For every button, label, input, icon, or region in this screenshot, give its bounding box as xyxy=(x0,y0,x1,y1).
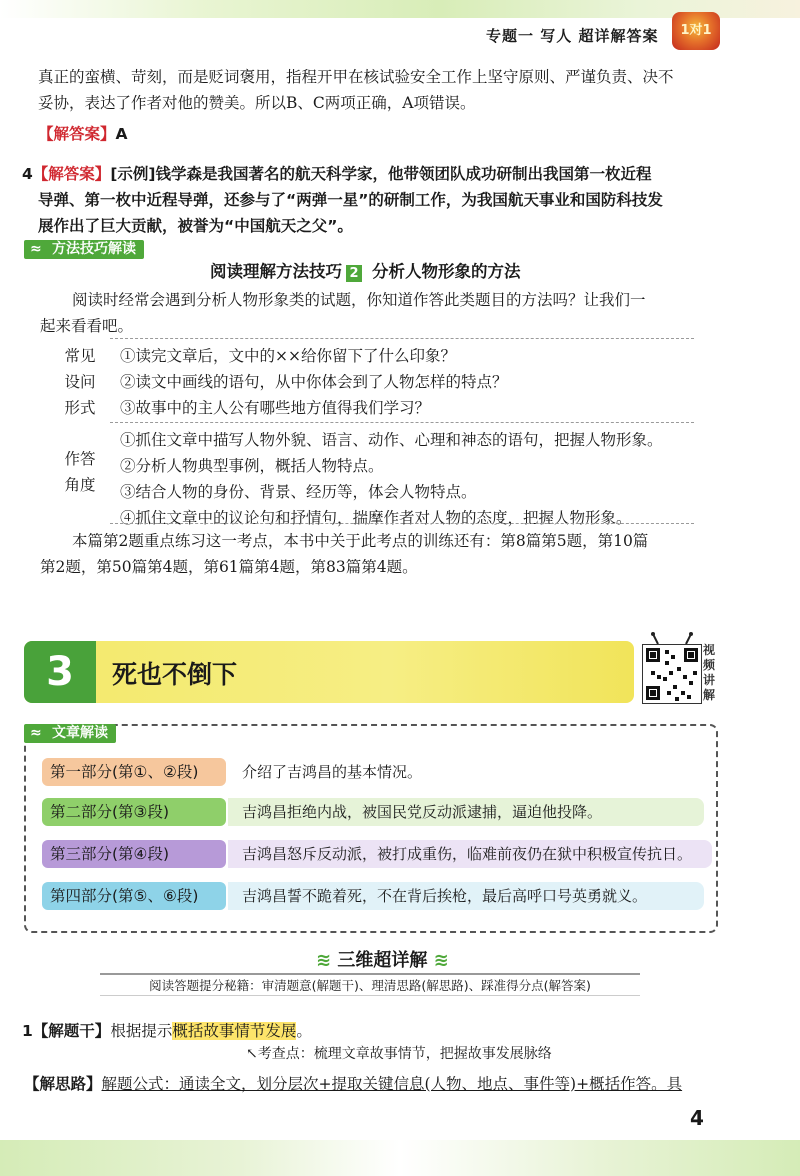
intro-line-2: 起来看看吧。 xyxy=(40,317,134,335)
method-title-pre: 阅读理解方法技巧 xyxy=(210,262,342,281)
qr-video-label xyxy=(703,643,719,703)
method-title-number: 2 xyxy=(346,265,362,282)
intro-line-1: 阅读时经常会遇到分析人物形象类的试题，你知道作答此类题目的方法吗？让我们一 xyxy=(72,291,646,309)
sanwei-title xyxy=(316,946,449,972)
silu-text: 解题公式：通读全文，划分层次+提取关键信息(人物、地点、事件等)+概括作答。具 xyxy=(101,1075,683,1093)
explanation-line-1: 真正的蛮横、苛刻，而是贬词褒用，指程开甲在核试验安全工作上坚守原则、严谨负责、决不 xyxy=(38,68,674,86)
table-divider-bottom xyxy=(110,523,694,524)
qr-label-char: 解 xyxy=(703,688,716,702)
method-title-post: 分析人物形象的方法 xyxy=(372,262,521,281)
table-item: ②分析人物典型事例，概括人物特点。 xyxy=(120,457,384,475)
chapter-title: 死也不倒下 xyxy=(112,660,238,689)
qr-antenna-icon xyxy=(650,632,694,644)
table-row-label-1 xyxy=(60,343,100,421)
part-label-2: 第二部分(第③段) xyxy=(42,798,226,826)
table-item: ③结合人物的身份、背景、经历等，体会人物特点。 xyxy=(120,483,477,501)
question-number: 1 xyxy=(22,1022,33,1040)
table-row-content-1 xyxy=(120,343,720,421)
stem-text-end: 。 xyxy=(296,1022,312,1040)
table-item: ①读完文章后，文中的××给你留下了什么印象？ xyxy=(120,347,456,365)
label-line: 常见 xyxy=(64,347,96,365)
part-desc-4: 吉鸿昌誓不跪着死，不在背后挨枪，最后高呼口号英勇就义。 xyxy=(228,882,704,910)
question-4-answer xyxy=(22,161,742,239)
question-number: 4 xyxy=(22,165,33,183)
waves-icon: ≈ xyxy=(30,241,40,257)
arrow-icon: ↖ xyxy=(246,1046,258,1062)
part-desc-1: 介绍了吉鸿昌的基本情况。 xyxy=(228,758,712,786)
part-label-1: 第一部分(第①、②段) xyxy=(42,758,226,786)
method-title xyxy=(210,258,521,282)
part-label-4: 第四部分(第⑤、⑥段) xyxy=(42,882,226,910)
article-section-label xyxy=(24,724,116,743)
label-line: 形式 xyxy=(64,399,96,417)
practice-line-2: 第2题，第50篇第4题，第61篇第4题，第83篇第4题。 xyxy=(40,558,418,576)
bottom-decor-band xyxy=(0,1140,800,1176)
answer-3 xyxy=(38,121,128,147)
label-line: 设问 xyxy=(64,373,96,391)
qr-label-char: 讲 xyxy=(703,673,716,687)
header-badge-icon: 1对1 xyxy=(672,12,720,50)
qr-label-char: 频 xyxy=(703,658,716,672)
silu-tag: 【解思路】 xyxy=(24,1075,102,1093)
chapter-number: 3 xyxy=(24,641,96,703)
table-item: ②读文中画线的语句，从中你体会到了人物怎样的特点？ xyxy=(120,373,508,391)
practice-note xyxy=(40,528,740,580)
waves-icon: ≋ xyxy=(316,950,338,971)
waves-icon: ≋ xyxy=(427,950,449,971)
table-item: ④抓住文章中的议论句和抒情句，揣摩作者对人物的态度，把握人物形象。 xyxy=(120,509,632,527)
page-header: 专题一 写人 超详解答案 xyxy=(486,27,659,45)
table-divider-top xyxy=(110,338,694,339)
qr-code-icon[interactable] xyxy=(642,644,702,704)
kaochadian-note xyxy=(246,1043,552,1063)
sanwei-subtitle: 阅读答题提分秘籍：审清题意(解题干)、理清思路(解思路)、踩准得分点(解答案) xyxy=(100,973,640,996)
stem-text: 根据提示 xyxy=(110,1022,173,1040)
section-label-text: 方法技巧解读 xyxy=(52,241,136,257)
table-row-content-2 xyxy=(120,427,720,531)
stem-highlight: 概括故事情节发展 xyxy=(172,1022,297,1040)
question-1-silu xyxy=(24,1071,724,1097)
answer-tag: 【解答案】 xyxy=(32,165,111,183)
method-section-label xyxy=(24,240,144,259)
question-1-stem xyxy=(22,1018,742,1044)
practice-line-1: 本篇第2题重点练习这一考点，本书中关于此考点的训练还有：第8篇第5题，第10篇 xyxy=(72,532,649,550)
q4-line-2: 导弹、第一枚中近程导弹，还参与了“两弹一星”的研制工作，为我国航天事业和国防科技发 xyxy=(38,191,663,209)
part-label-3: 第三部分(第④段) xyxy=(42,840,226,868)
answer-explanation xyxy=(38,64,738,116)
answer-value: A xyxy=(115,125,128,143)
part-desc-3: 吉鸿昌怒斥反动派，被打成重伤，临难前夜仍在狱中积极宣传抗日。 xyxy=(228,840,712,868)
waves-icon: ≈ xyxy=(30,725,40,741)
q4-line-3: 展作出了巨大贡献，被誉为“中国航天之父”。 xyxy=(38,217,353,235)
label-line: 作答 xyxy=(64,450,96,468)
table-item: ③故事中的主人公有哪些地方值得我们学习？ xyxy=(120,399,431,417)
page-number: 4 xyxy=(690,1106,704,1130)
explanation-line-2: 妥协，表达了作者对他的赞美。所以B、C两项正确，A项错误。 xyxy=(38,94,476,112)
method-intro xyxy=(40,287,740,339)
table-row-label-2 xyxy=(60,446,100,498)
qr-label-char: 视 xyxy=(703,643,716,657)
table-divider-middle xyxy=(110,422,694,423)
section-label-text: 文章解读 xyxy=(52,725,108,741)
table-item: ①抓住文章中描写人物外貌、语言、动作、心理和神态的语句，把握人物形象。 xyxy=(120,431,663,449)
stem-tag: 【解题干】 xyxy=(32,1022,111,1040)
label-line: 角度 xyxy=(64,476,96,494)
answer-tag: 【解答案】 xyxy=(38,125,116,143)
sanwei-title-text: 三维超详解 xyxy=(337,950,428,971)
part-desc-2: 吉鸿昌拒绝内战，被国民党反动派逮捕，逼迫他投降。 xyxy=(228,798,704,826)
kaochadian-text: 考查点：梳理文章故事情节，把握故事发展脉络 xyxy=(257,1046,552,1062)
q4-line-1: [示例]钱学森是我国著名的航天科学家，他带领团队成功研制出我国第一枚近程 xyxy=(110,165,652,183)
